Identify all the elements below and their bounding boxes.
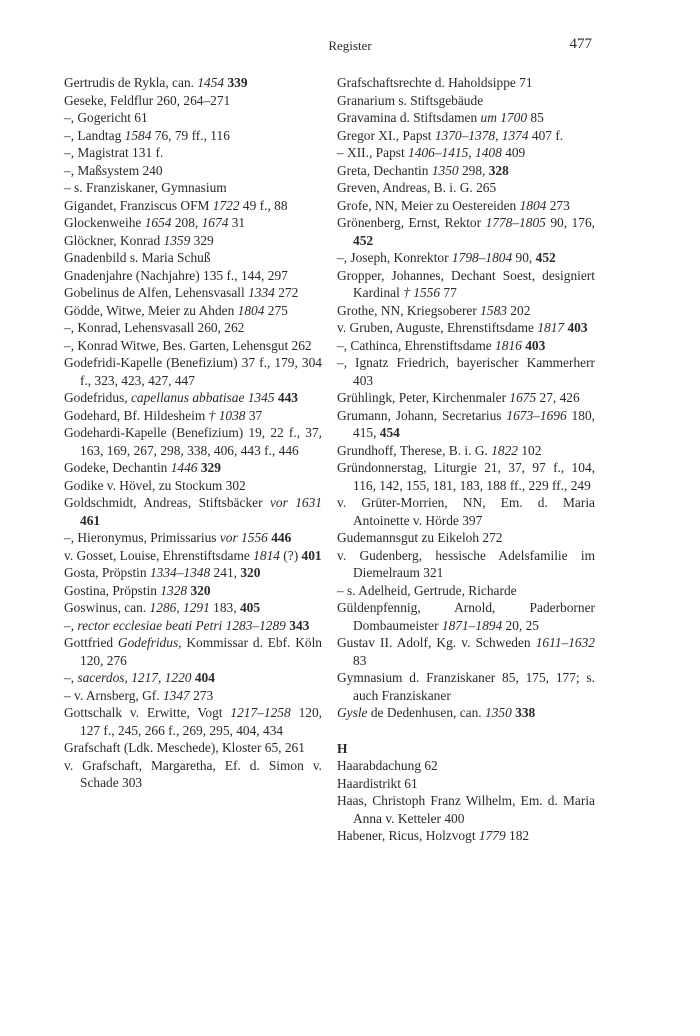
index-entry: Gregor XI., Papst 1370–1378, 1374 407 f.	[337, 127, 564, 143]
index-entry: –, Konrad Witwe, Bes. Garten, Lehensgut 262	[64, 337, 312, 353]
index-entry: Goswinus, can. 1286, 1291 183, 405	[64, 600, 261, 615]
index-entry: Gertrudis de Rykla, can. 1454 339	[64, 75, 248, 90]
index-entry: –, Hieronymus, Primissarius vor 1556 446	[64, 530, 292, 545]
index-entry: Habener, Ricus, Holzvogt 1779 182	[337, 828, 530, 843]
index-entry: Gödde, Witwe, Meier zu Ahden 1804 275	[64, 302, 288, 318]
index-entry: Godehardi-Kapelle (Benefizium) 19, 22 f., 37, 163, 169, 267, 298, 338, 406, 443 f., 446	[64, 425, 322, 458]
index-entry: Grofe, NN, Meier zu Oestereiden 1804 273	[337, 197, 570, 213]
page-number: 477	[569, 36, 592, 52]
index-entry: –, Gogericht 61	[64, 110, 148, 125]
index-entry: Greven, Andreas, B. i. G. 265	[337, 180, 497, 195]
index-entry: Haas, Christoph Franz Wilhelm, Em. d. Maria Anna v. Ketteler 400	[337, 793, 595, 826]
index-entry: Godehard, Bf. Hildesheim † 1038 37	[64, 407, 263, 423]
index-entry: Gropper, Johannes, Dechant Soest, designiert Kardinal † 1556 77	[337, 267, 595, 300]
index-entry: – s. Adelheid, Gertrude, Richarde	[337, 582, 517, 598]
index-entry: Gnadenjahre (Nachjahre) 135 f., 144, 297	[64, 267, 288, 283]
index-entry: Grumann, Johann, Secretarius 1673–1696 180, 415, 454	[337, 407, 595, 440]
index-entry: Godike v. Hövel, zu Stockum 302	[64, 477, 246, 493]
index-entry: Gründonnerstag, Liturgie 21, 37, 97 f., 104, 116, 142, 155, 181, 183, 188 ff., 229 ff., 249	[337, 460, 595, 493]
index-entry: Goldschmidt, Andreas, Stiftsbäcker vor 1631 461	[64, 495, 322, 528]
index-entry: Granarium s. Stiftsgebäude	[337, 92, 484, 108]
index-entry: Gymnasium d. Franziskaner 85, 175, 177; s. auch Franziskaner	[337, 670, 595, 703]
page-header	[0, 38, 700, 58]
index-entry: Gudemannsgut zu Eikeloh 272	[337, 530, 503, 545]
index-entry: Grühlingk, Peter, Kirchenmaler 1675 27, 426	[337, 390, 580, 405]
index-entry: Güldenpfennig, Arnold, Paderborner Dombaumeister 1871–1894 20, 25	[337, 600, 595, 633]
index-entry: Gustav II. Adolf, Kg. v. Schweden 1611–1632 83	[337, 635, 595, 668]
index-entry: Gottschalk v. Erwitte, Vogt 1217–1258 120, 127 f., 245, 266 f., 269, 295, 404, 434	[64, 705, 322, 738]
index-entry: –, sacerdos, 1217, 1220 404	[64, 670, 215, 685]
index-entry: –, Landtag 1584 76, 79 ff., 116	[64, 127, 230, 143]
index-entry: Godefridus, capellanus abbatisae 1345 443	[64, 390, 298, 405]
index-entry: –, Joseph, Konrektor 1798–1804 90, 452	[337, 250, 556, 265]
index-entry: – v. Arnsberg, Gf. 1347 273	[64, 687, 214, 703]
index-entry: Grundhoff, Therese, B. i. G. 1822 102	[337, 442, 542, 458]
index-entry: Gysle de Dedenhusen, can. 1350 338	[337, 705, 536, 720]
index-entry: –, Cathinca, Ehrenstiftsdame 1816 403	[337, 337, 546, 353]
index-entry: v. Gudenberg, hessische Adelsfamilie im Diemelraum 321	[337, 547, 595, 580]
index-entry: Gottfried Godefridus, Kommissar d. Ebf. Köln 120, 276	[64, 635, 322, 668]
index-entry: Haardistrikt 61	[337, 775, 418, 791]
index-entry: v. Gruben, Auguste, Ehrenstiftsdame 1817 403	[337, 320, 588, 335]
index-entry: Godefridi-Kapelle (Benefizium) 37 f., 179, 304 f., 323, 423, 427, 447	[64, 355, 322, 388]
index-entry: –, Ignatz Friedrich, bayerischer Kammerherr 403	[337, 355, 595, 388]
running-title: Register	[328, 38, 372, 53]
index-entry: Haarabdachung 62	[337, 758, 438, 773]
index-entry: Greta, Dechantin 1350 298, 328	[337, 162, 509, 178]
index-entry: Glöckner, Konrad 1359 329	[64, 232, 214, 248]
index-entry: Gigandet, Franziscus OFM 1722 49 f., 88	[64, 197, 288, 213]
index-entry: Grönenberg, Ernst, Rektor 1778–1805 90, 176, 452	[337, 215, 595, 248]
index-entry: Geseke, Feldflur 260, 264–271	[64, 92, 231, 108]
index-entry: Grafschaft (Ldk. Meschede), Kloster 65, 261	[64, 740, 305, 755]
index-entry: v. Grafschaft, Margaretha, Ef. d. Simon v. Schade 303	[64, 757, 322, 790]
section-heading-h: H	[337, 740, 348, 756]
index-entry: Grothe, NN, Kriegsoberer 1583 202	[337, 302, 531, 318]
index-entry: –, Magistrat 131 f.	[64, 145, 164, 160]
index-entry: Godeke, Dechantin 1446 329	[64, 460, 221, 475]
index-entry: v. Grüter-Morrien, NN, Em. d. Maria Antoinette v. Hörde 397	[337, 495, 595, 528]
index-entry: Gosta, Pröpstin 1334–1348 241, 320	[64, 565, 261, 580]
index-entry: – s. Franziskaner, Gymnasium	[64, 180, 227, 195]
right-entries	[337, 74, 595, 722]
index-entry: Gnadenbild s. Maria Schuß	[64, 250, 211, 265]
section-entries	[337, 757, 595, 845]
index-entry: v. Gosset, Louise, Ehrenstiftsdame 1814 (?) 401	[64, 547, 322, 563]
index-entry: –, rector ecclesiae beati Petri 1283–1289 343	[64, 617, 310, 633]
right-column	[337, 74, 595, 845]
index-entry: Grafschaftsrechte d. Haholdsippe 71	[337, 75, 533, 90]
left-column	[64, 74, 322, 792]
index-entry: Gravamina d. Stiftsdamen um 1700 85	[337, 110, 544, 125]
index-entry: Gobelinus de Alfen, Lehensvasall 1334 272	[64, 285, 299, 300]
index-entry: –, Konrad, Lehensvasall 260, 262	[64, 320, 245, 335]
index-entry: Glockenweihe 1654 208, 1674 31	[64, 215, 246, 230]
index-entry: –, Maßsystem 240	[64, 162, 163, 178]
index-entry: – XII., Papst 1406–1415, 1408 409	[337, 145, 526, 160]
index-entry: Gostina, Pröpstin 1328 320	[64, 582, 211, 598]
